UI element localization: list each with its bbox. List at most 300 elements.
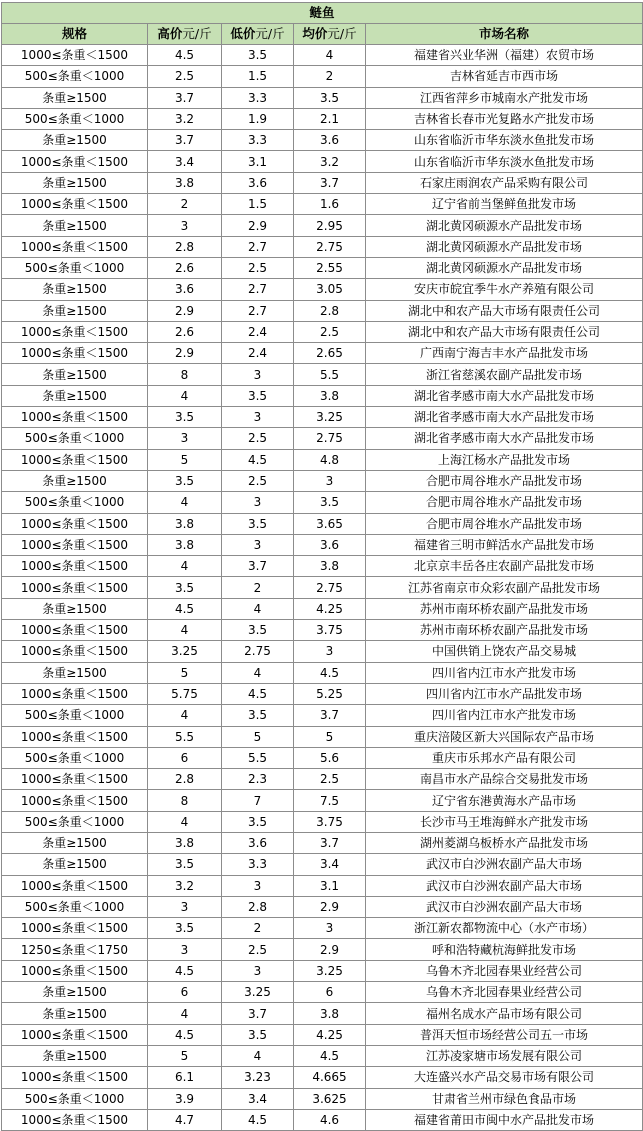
cell-avg-price: 2 — [294, 66, 366, 87]
table-row — [2, 620, 643, 641]
cell-avg-price: 2.65 — [294, 343, 366, 364]
cell-market: 武汉市白沙洲农副产品大市场 — [366, 854, 643, 875]
cell-spec: 1000≤条重＜1500 — [2, 726, 148, 747]
cell-spec: 500≤条重＜1000 — [2, 492, 148, 513]
cell-avg-price: 2.55 — [294, 257, 366, 278]
table-row — [2, 236, 643, 257]
table-row — [2, 960, 643, 981]
price-table — [1, 2, 643, 1131]
cell-spec: 1000≤条重＜1500 — [2, 641, 148, 662]
cell-avg-price: 3.8 — [294, 385, 366, 406]
cell-avg-price: 2.5 — [294, 769, 366, 790]
cell-high-price: 3.25 — [148, 641, 222, 662]
table-row — [2, 470, 643, 491]
cell-market: 中国供销上饶农产品交易城 — [366, 641, 643, 662]
cell-market: 湖北黄冈硕源水产品批发市场 — [366, 257, 643, 278]
table-body — [2, 45, 643, 1131]
cell-market: 甘肃省兰州市绿色食品市场 — [366, 1088, 643, 1109]
cell-spec: 条重≥1500 — [2, 130, 148, 151]
cell-market: 大连盛兴水产品交易市场有限公司 — [366, 1067, 643, 1088]
cell-high-price: 2.9 — [148, 343, 222, 364]
cell-low-price: 3.5 — [222, 45, 294, 66]
cell-market: 武汉市白沙洲农副产品大市场 — [366, 875, 643, 896]
header-high-label: 高价 — [157, 26, 183, 41]
cell-avg-price: 2.75 — [294, 236, 366, 257]
table-row — [2, 513, 643, 534]
cell-low-price: 3.5 — [222, 385, 294, 406]
cell-high-price: 4 — [148, 492, 222, 513]
cell-market: 安庆市皖宜季牛水产养殖有限公司 — [366, 279, 643, 300]
cell-high-price: 3.5 — [148, 407, 222, 428]
cell-spec: 1000≤条重＜1500 — [2, 683, 148, 704]
cell-high-price: 5.5 — [148, 726, 222, 747]
header-high-unit: 元/斤 — [182, 26, 212, 41]
cell-high-price: 2 — [148, 194, 222, 215]
cell-low-price: 3.1 — [222, 151, 294, 172]
cell-spec: 500≤条重＜1000 — [2, 747, 148, 768]
cell-spec: 1000≤条重＜1500 — [2, 151, 148, 172]
cell-avg-price: 3.25 — [294, 960, 366, 981]
table-row — [2, 45, 643, 66]
cell-low-price: 7 — [222, 790, 294, 811]
cell-high-price: 4 — [148, 1003, 222, 1024]
cell-spec: 条重≥1500 — [2, 1045, 148, 1066]
cell-spec: 500≤条重＜1000 — [2, 66, 148, 87]
cell-avg-price: 2.5 — [294, 321, 366, 342]
table-row — [2, 641, 643, 662]
table-row — [2, 896, 643, 917]
cell-high-price: 5 — [148, 1045, 222, 1066]
cell-spec: 1000≤条重＜1500 — [2, 449, 148, 470]
table-row — [2, 364, 643, 385]
cell-low-price: 2.75 — [222, 641, 294, 662]
cell-high-price: 6.1 — [148, 1067, 222, 1088]
table-row — [2, 151, 643, 172]
cell-market: 浙江新农都物流中心（水产市场） — [366, 918, 643, 939]
cell-low-price: 4.5 — [222, 449, 294, 470]
cell-market: 上海江杨水产品批发市场 — [366, 449, 643, 470]
header-high-price — [148, 24, 222, 45]
cell-high-price: 3.5 — [148, 918, 222, 939]
cell-avg-price: 3 — [294, 641, 366, 662]
cell-avg-price: 3.625 — [294, 1088, 366, 1109]
cell-spec: 条重≥1500 — [2, 172, 148, 193]
table-row — [2, 194, 643, 215]
cell-market: 辽宁省东港黄海水产品市场 — [366, 790, 643, 811]
cell-market: 合肥市周谷堆水产品批发市场 — [366, 513, 643, 534]
cell-avg-price: 2.75 — [294, 428, 366, 449]
cell-spec: 1000≤条重＜1500 — [2, 1024, 148, 1045]
cell-market: 福建省莆田市闽中水产品批发市场 — [366, 1109, 643, 1130]
table-row — [2, 683, 643, 704]
cell-market: 吉林省延吉市西市场 — [366, 66, 643, 87]
cell-avg-price: 3.05 — [294, 279, 366, 300]
cell-low-price: 3 — [222, 960, 294, 981]
cell-low-price: 5 — [222, 726, 294, 747]
cell-high-price: 4.5 — [148, 1024, 222, 1045]
cell-spec: 条重≥1500 — [2, 982, 148, 1003]
cell-spec: 500≤条重＜1000 — [2, 257, 148, 278]
cell-spec: 1000≤条重＜1500 — [2, 620, 148, 641]
table-header-row — [2, 24, 643, 45]
cell-spec: 1000≤条重＜1500 — [2, 875, 148, 896]
cell-market: 呼和浩特藏杭海鲜批发市场 — [366, 939, 643, 960]
cell-high-price: 3.4 — [148, 151, 222, 172]
table-row — [2, 854, 643, 875]
cell-avg-price: 3.8 — [294, 1003, 366, 1024]
cell-low-price: 4 — [222, 662, 294, 683]
table-row — [2, 321, 643, 342]
cell-market: 吉林省长春市光复路水产批发市场 — [366, 108, 643, 129]
cell-market: 合肥市周谷堆水产品批发市场 — [366, 470, 643, 491]
cell-avg-price: 3.1 — [294, 875, 366, 896]
cell-low-price: 3.6 — [222, 172, 294, 193]
cell-market: 武汉市白沙洲农副产品大市场 — [366, 896, 643, 917]
table-row — [2, 66, 643, 87]
cell-low-price: 2.5 — [222, 470, 294, 491]
cell-market: 福建省兴业华洲（福建）农贸市场 — [366, 45, 643, 66]
cell-high-price: 8 — [148, 364, 222, 385]
cell-spec: 1000≤条重＜1500 — [2, 321, 148, 342]
cell-avg-price: 3.7 — [294, 705, 366, 726]
table-row — [2, 918, 643, 939]
cell-avg-price: 4.25 — [294, 1024, 366, 1045]
cell-spec: 1000≤条重＜1500 — [2, 236, 148, 257]
cell-low-price: 2.5 — [222, 428, 294, 449]
table-row — [2, 1088, 643, 1109]
cell-low-price: 3.5 — [222, 705, 294, 726]
cell-spec: 条重≥1500 — [2, 662, 148, 683]
cell-spec: 条重≥1500 — [2, 832, 148, 853]
cell-low-price: 3.3 — [222, 87, 294, 108]
cell-avg-price: 3.6 — [294, 130, 366, 151]
cell-low-price: 3.7 — [222, 556, 294, 577]
cell-high-price: 3.8 — [148, 513, 222, 534]
cell-high-price: 6 — [148, 982, 222, 1003]
cell-high-price: 3.8 — [148, 534, 222, 555]
cell-market: 江西省萍乡市城南水产批发市场 — [366, 87, 643, 108]
cell-market: 江苏省南京市众彩农副产品批发市场 — [366, 577, 643, 598]
cell-market: 浙江省慈溪农副产品批发市场 — [366, 364, 643, 385]
cell-low-price: 2 — [222, 918, 294, 939]
table-row — [2, 407, 643, 428]
cell-spec: 条重≥1500 — [2, 598, 148, 619]
cell-low-price: 1.9 — [222, 108, 294, 129]
table-row — [2, 1109, 643, 1130]
cell-market: 湖北中和农产品大市场有限责任公司 — [366, 321, 643, 342]
header-market: 市场名称 — [366, 24, 643, 45]
cell-high-price: 3 — [148, 428, 222, 449]
cell-spec: 1000≤条重＜1500 — [2, 534, 148, 555]
cell-market: 湖北中和农产品大市场有限责任公司 — [366, 300, 643, 321]
cell-low-price: 3.3 — [222, 130, 294, 151]
cell-high-price: 8 — [148, 790, 222, 811]
cell-low-price: 3.5 — [222, 811, 294, 832]
cell-high-price: 3 — [148, 896, 222, 917]
cell-spec: 1000≤条重＜1500 — [2, 577, 148, 598]
cell-high-price: 3 — [148, 939, 222, 960]
cell-low-price: 3.6 — [222, 832, 294, 853]
cell-avg-price: 3.6 — [294, 534, 366, 555]
cell-high-price: 3.6 — [148, 279, 222, 300]
header-low-price — [222, 24, 294, 45]
cell-low-price: 2.5 — [222, 939, 294, 960]
cell-low-price: 4 — [222, 1045, 294, 1066]
cell-spec: 500≤条重＜1000 — [2, 705, 148, 726]
cell-high-price: 3.7 — [148, 130, 222, 151]
cell-low-price: 3 — [222, 534, 294, 555]
cell-avg-price: 2.95 — [294, 215, 366, 236]
cell-low-price: 3 — [222, 364, 294, 385]
cell-avg-price: 4.25 — [294, 598, 366, 619]
table-row — [2, 832, 643, 853]
cell-high-price: 3.5 — [148, 470, 222, 491]
cell-high-price: 5 — [148, 449, 222, 470]
cell-market: 辽宁省前当堡鲜鱼批发市场 — [366, 194, 643, 215]
cell-spec: 条重≥1500 — [2, 470, 148, 491]
cell-spec: 500≤条重＜1000 — [2, 811, 148, 832]
table-row — [2, 215, 643, 236]
cell-avg-price: 5 — [294, 726, 366, 747]
cell-low-price: 3 — [222, 407, 294, 428]
cell-high-price: 3.8 — [148, 172, 222, 193]
cell-high-price: 2.6 — [148, 321, 222, 342]
cell-low-price: 2 — [222, 577, 294, 598]
cell-high-price: 4 — [148, 556, 222, 577]
cell-spec: 条重≥1500 — [2, 215, 148, 236]
cell-high-price: 4.7 — [148, 1109, 222, 1130]
cell-high-price: 2.8 — [148, 236, 222, 257]
table-row — [2, 343, 643, 364]
cell-spec: 500≤条重＜1000 — [2, 1088, 148, 1109]
cell-avg-price: 3.5 — [294, 87, 366, 108]
cell-spec: 条重≥1500 — [2, 87, 148, 108]
cell-low-price: 2.7 — [222, 236, 294, 257]
cell-high-price: 4 — [148, 620, 222, 641]
cell-spec: 1000≤条重＜1500 — [2, 45, 148, 66]
cell-low-price: 3.7 — [222, 1003, 294, 1024]
cell-avg-price: 3.25 — [294, 407, 366, 428]
cell-high-price: 4.5 — [148, 960, 222, 981]
cell-high-price: 3 — [148, 215, 222, 236]
cell-avg-price: 4.5 — [294, 1045, 366, 1066]
cell-high-price: 4 — [148, 385, 222, 406]
table-row — [2, 598, 643, 619]
table-row — [2, 875, 643, 896]
table-row — [2, 428, 643, 449]
header-low-unit: 元/斤 — [255, 26, 285, 41]
table-row — [2, 172, 643, 193]
cell-spec: 1000≤条重＜1500 — [2, 918, 148, 939]
cell-high-price: 5 — [148, 662, 222, 683]
table-title-row — [2, 3, 643, 24]
table-row — [2, 556, 643, 577]
cell-low-price: 2.7 — [222, 279, 294, 300]
cell-avg-price: 5.5 — [294, 364, 366, 385]
cell-market: 江苏凌家塘市场发展有限公司 — [366, 1045, 643, 1066]
cell-low-price: 2.5 — [222, 257, 294, 278]
table-row — [2, 705, 643, 726]
header-low-label: 低价 — [230, 26, 256, 41]
cell-market: 北京京丰岳各庄农副产品批发市场 — [366, 556, 643, 577]
cell-market: 乌鲁木齐北园春果业经营公司 — [366, 960, 643, 981]
table-row — [2, 726, 643, 747]
cell-spec: 条重≥1500 — [2, 385, 148, 406]
table-row — [2, 811, 643, 832]
cell-low-price: 2.4 — [222, 343, 294, 364]
table-row — [2, 279, 643, 300]
cell-low-price: 2.8 — [222, 896, 294, 917]
cell-spec: 1000≤条重＜1500 — [2, 769, 148, 790]
cell-high-price: 4 — [148, 811, 222, 832]
cell-low-price: 3.3 — [222, 854, 294, 875]
cell-low-price: 4 — [222, 598, 294, 619]
table-row — [2, 790, 643, 811]
cell-high-price: 4.5 — [148, 45, 222, 66]
cell-market: 福州名成水产品市场有限公司 — [366, 1003, 643, 1024]
cell-avg-price: 3.7 — [294, 172, 366, 193]
cell-market: 普洱天恒市场经营公司五一市场 — [366, 1024, 643, 1045]
cell-market: 山东省临沂市华东淡水鱼批发市场 — [366, 151, 643, 172]
cell-high-price: 5.75 — [148, 683, 222, 704]
cell-spec: 条重≥1500 — [2, 300, 148, 321]
cell-low-price: 4.5 — [222, 1109, 294, 1130]
table-row — [2, 492, 643, 513]
cell-spec: 条重≥1500 — [2, 364, 148, 385]
cell-high-price: 3.5 — [148, 854, 222, 875]
table-row — [2, 747, 643, 768]
table-row — [2, 982, 643, 1003]
cell-low-price: 3 — [222, 492, 294, 513]
cell-low-price: 1.5 — [222, 194, 294, 215]
cell-market: 湖北黄冈硕源水产品批发市场 — [366, 236, 643, 257]
table-row — [2, 87, 643, 108]
cell-avg-price: 2.8 — [294, 300, 366, 321]
cell-avg-price: 5.6 — [294, 747, 366, 768]
cell-high-price: 4 — [148, 705, 222, 726]
cell-spec: 1000≤条重＜1500 — [2, 343, 148, 364]
cell-avg-price: 2.1 — [294, 108, 366, 129]
table-row — [2, 130, 643, 151]
cell-market: 四川省内江市水产品批发市场 — [366, 683, 643, 704]
cell-market: 湖北省孝感市南大水产品批发市场 — [366, 428, 643, 449]
cell-avg-price: 3.2 — [294, 151, 366, 172]
cell-high-price: 2.6 — [148, 257, 222, 278]
cell-spec: 1000≤条重＜1500 — [2, 1067, 148, 1088]
cell-market: 乌鲁木齐北园春果业经营公司 — [366, 982, 643, 1003]
table-row — [2, 300, 643, 321]
header-avg-unit: 元/斤 — [327, 26, 357, 41]
cell-spec: 1000≤条重＜1500 — [2, 556, 148, 577]
cell-avg-price: 3.75 — [294, 620, 366, 641]
cell-high-price: 3.2 — [148, 108, 222, 129]
cell-high-price: 6 — [148, 747, 222, 768]
cell-market: 长沙市马王堆海鲜水产批发市场 — [366, 811, 643, 832]
cell-avg-price: 4 — [294, 45, 366, 66]
cell-avg-price: 3.4 — [294, 854, 366, 875]
price-sheet — [1, 2, 642, 1131]
cell-market: 四川省内江市水产批发市场 — [366, 662, 643, 683]
cell-market: 福建省三明市鲜活水产品批发市场 — [366, 534, 643, 555]
table-row — [2, 108, 643, 129]
cell-market: 四川省内江市水产批发市场 — [366, 705, 643, 726]
cell-spec: 1000≤条重＜1500 — [2, 513, 148, 534]
header-avg-label: 均价 — [302, 26, 328, 41]
cell-market: 合肥市周谷堆水产品批发市场 — [366, 492, 643, 513]
cell-high-price: 3.8 — [148, 832, 222, 853]
cell-low-price: 2.7 — [222, 300, 294, 321]
cell-high-price: 2.5 — [148, 66, 222, 87]
cell-market: 湖北省孝感市南大水产品批发市场 — [366, 385, 643, 406]
table-row — [2, 577, 643, 598]
cell-market: 重庆市乐邦水产品有限公司 — [366, 747, 643, 768]
cell-avg-price: 2.9 — [294, 939, 366, 960]
cell-low-price: 3.23 — [222, 1067, 294, 1088]
cell-spec: 500≤条重＜1000 — [2, 428, 148, 449]
cell-high-price: 3.2 — [148, 875, 222, 896]
cell-high-price: 3.5 — [148, 577, 222, 598]
cell-market: 湖北黄冈硕源水产品批发市场 — [366, 215, 643, 236]
table-row — [2, 662, 643, 683]
cell-low-price: 3 — [222, 875, 294, 896]
cell-avg-price: 2.9 — [294, 896, 366, 917]
cell-spec: 1000≤条重＜1500 — [2, 1109, 148, 1130]
cell-high-price: 2.8 — [148, 769, 222, 790]
cell-market: 石家庄雨润农产品采购有限公司 — [366, 172, 643, 193]
table-row — [2, 1024, 643, 1045]
cell-low-price: 3.4 — [222, 1088, 294, 1109]
table-row — [2, 1067, 643, 1088]
table-row — [2, 769, 643, 790]
cell-avg-price: 3 — [294, 470, 366, 491]
cell-avg-price: 3.75 — [294, 811, 366, 832]
cell-market: 苏州市南环桥农副产品批发市场 — [366, 620, 643, 641]
cell-low-price: 5.5 — [222, 747, 294, 768]
cell-high-price: 4.5 — [148, 598, 222, 619]
cell-spec: 500≤条重＜1000 — [2, 896, 148, 917]
cell-high-price: 2.9 — [148, 300, 222, 321]
cell-high-price: 3.9 — [148, 1088, 222, 1109]
cell-market: 苏州市南环桥农副产品批发市场 — [366, 598, 643, 619]
table-row — [2, 1045, 643, 1066]
cell-avg-price: 6 — [294, 982, 366, 1003]
header-spec: 规格 — [2, 24, 148, 45]
cell-low-price: 4.5 — [222, 683, 294, 704]
table-row — [2, 385, 643, 406]
cell-avg-price: 2.75 — [294, 577, 366, 598]
cell-spec: 500≤条重＜1000 — [2, 108, 148, 129]
cell-low-price: 3.5 — [222, 620, 294, 641]
cell-avg-price: 7.5 — [294, 790, 366, 811]
cell-spec: 1000≤条重＜1500 — [2, 407, 148, 428]
cell-avg-price: 3.7 — [294, 832, 366, 853]
cell-market: 山东省临沂市华东淡水鱼批发市场 — [366, 130, 643, 151]
cell-avg-price: 3.8 — [294, 556, 366, 577]
cell-low-price: 2.3 — [222, 769, 294, 790]
table-title: 鲢鱼 — [2, 3, 643, 24]
table-row — [2, 257, 643, 278]
cell-low-price: 2.4 — [222, 321, 294, 342]
cell-avg-price: 4.6 — [294, 1109, 366, 1130]
cell-avg-price: 4.5 — [294, 662, 366, 683]
table-row — [2, 534, 643, 555]
cell-spec: 条重≥1500 — [2, 854, 148, 875]
cell-avg-price: 3.5 — [294, 492, 366, 513]
cell-avg-price: 3 — [294, 918, 366, 939]
cell-low-price: 3.25 — [222, 982, 294, 1003]
table-row — [2, 1003, 643, 1024]
cell-spec: 1000≤条重＜1500 — [2, 194, 148, 215]
